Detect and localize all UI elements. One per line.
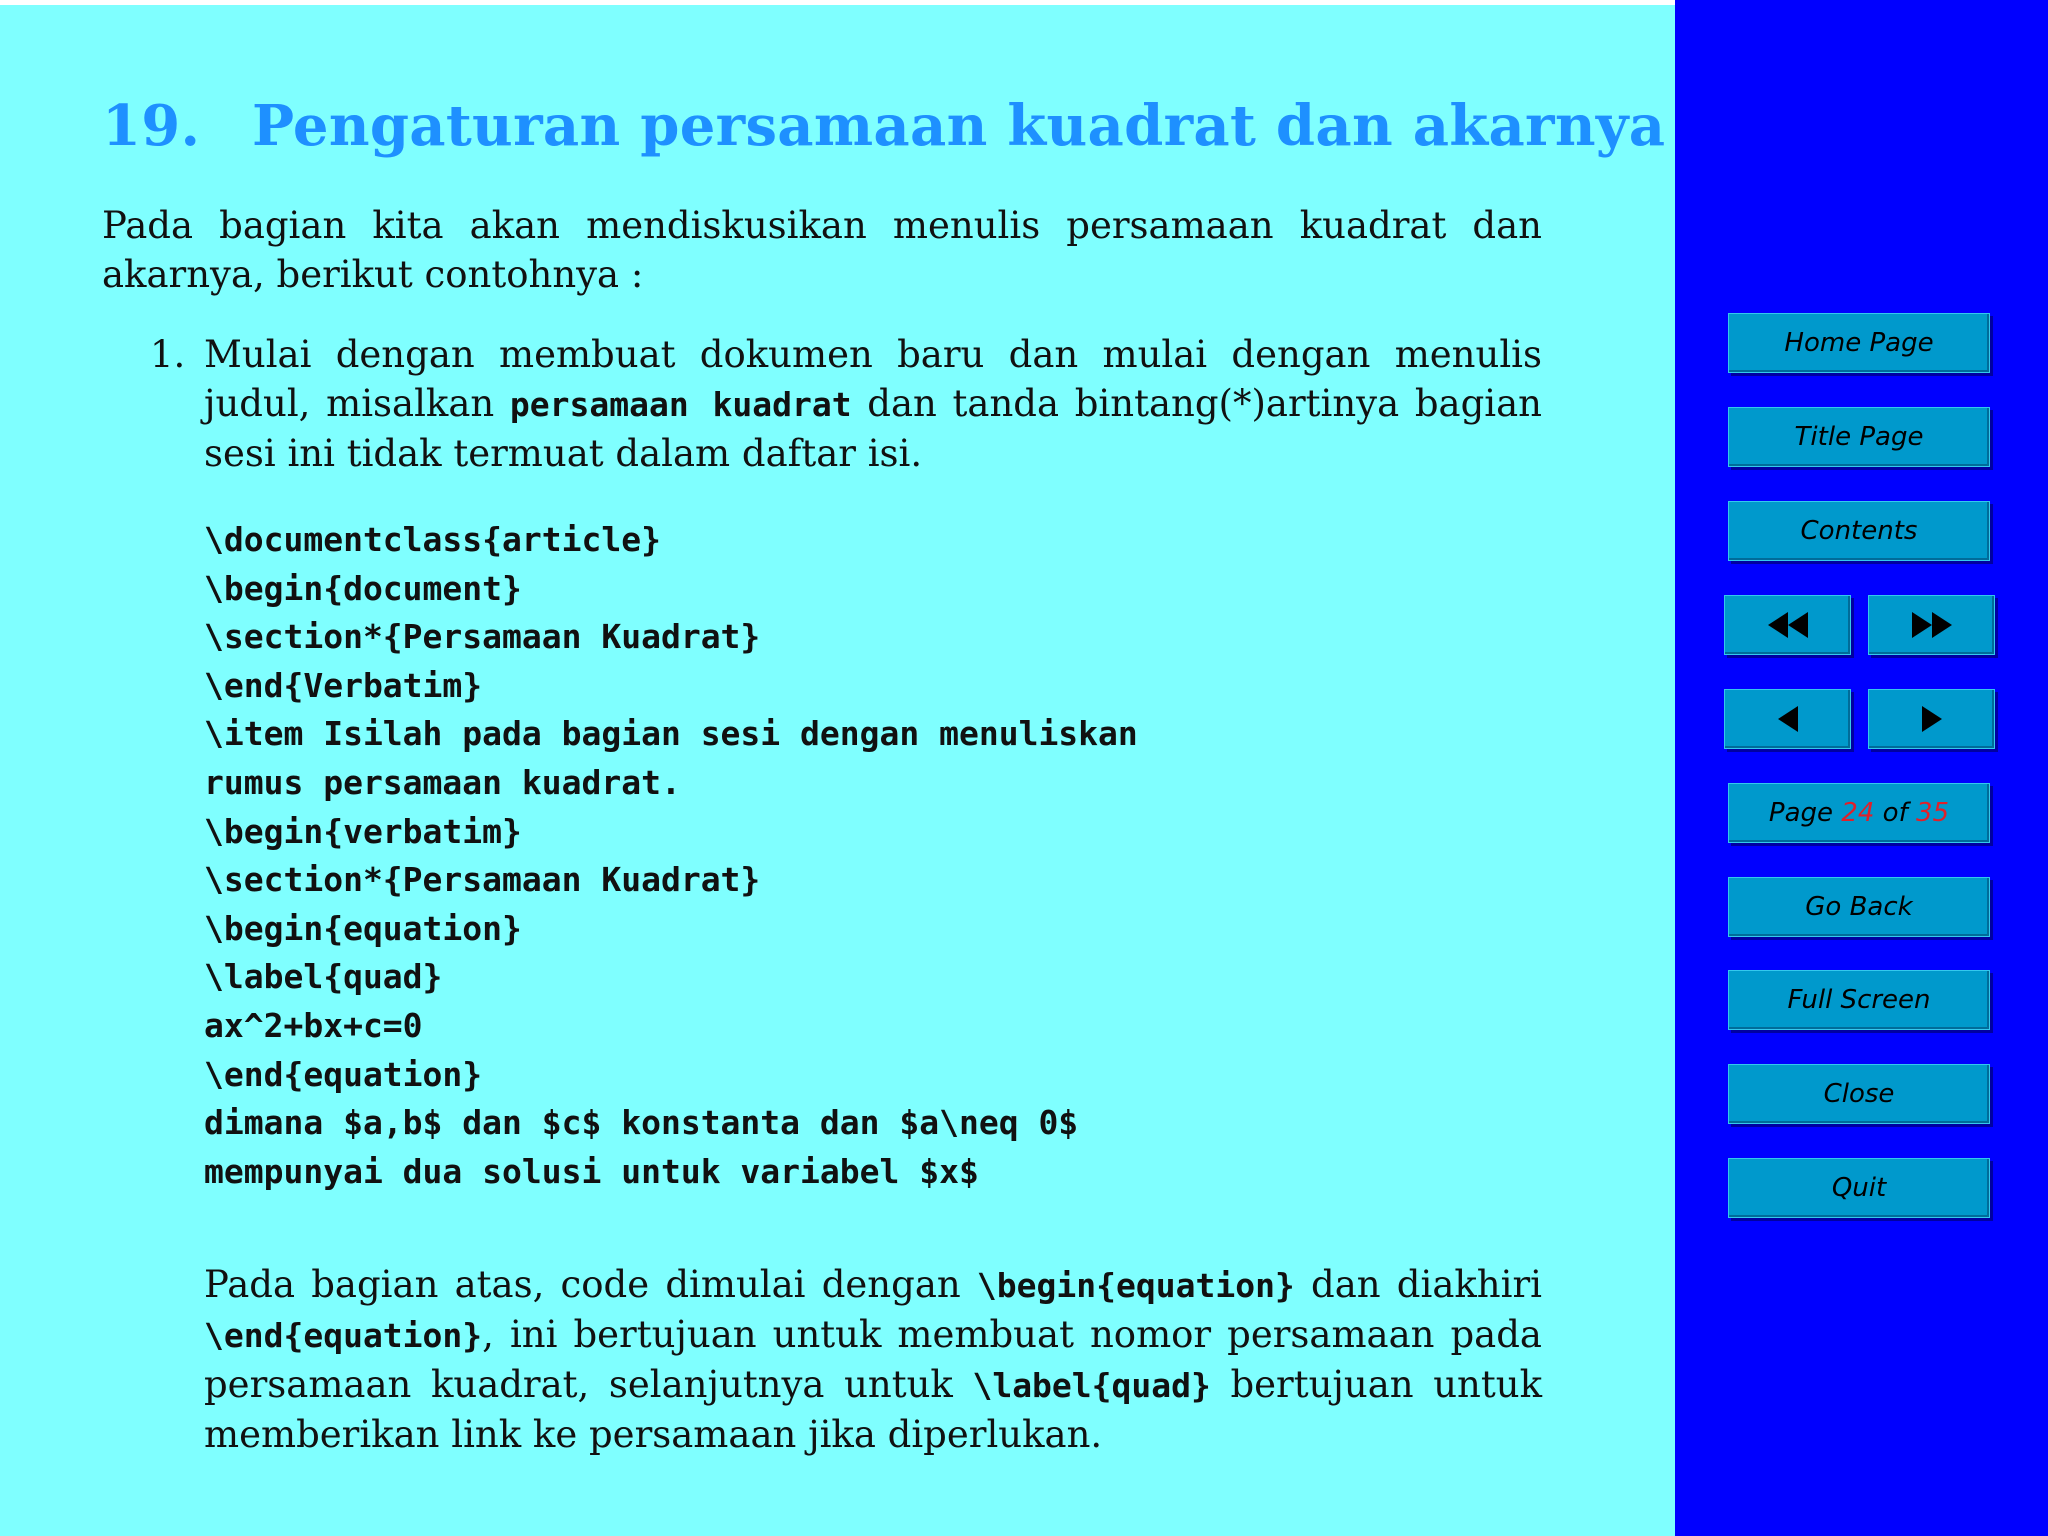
- code-line: ax^2+bx+c=0: [204, 1005, 423, 1045]
- full-screen-button[interactable]: Full Screen: [1728, 970, 1990, 1030]
- code-line: \item Isilah pada bagian sesi dengan menuliskan: [204, 714, 1138, 754]
- code-line: rumus persamaan kuadrat.: [204, 762, 681, 802]
- code-line: \section*{Persamaan Kuadrat}: [204, 860, 761, 900]
- item-inline-code: persamaan kuadrat: [509, 385, 852, 424]
- code-line: dimana $a,b$ dan $c$ konstanta dan $a\neq 0$: [204, 1103, 1079, 1143]
- section-title: Pengaturan persamaan kuadrat dan akarnya: [252, 93, 1666, 159]
- item-text-after: dan tanda bintang(*)artinya bagian sesi ini tidak termuat dalam daftar isi.: [204, 382, 1542, 475]
- page-label: Page: [1768, 798, 1834, 828]
- first-page-button[interactable]: [1724, 595, 1851, 655]
- double-right-arrow-icon: [1912, 612, 1952, 638]
- go-back-button[interactable]: Go Back: [1728, 877, 1990, 937]
- double-left-arrow-icon: [1768, 612, 1808, 638]
- contents-button[interactable]: Contents: [1728, 501, 1990, 561]
- code-line: \end{equation}: [204, 1054, 483, 1094]
- inline-code-begin-equation: \begin{equation}: [976, 1266, 1295, 1305]
- quit-button[interactable]: Quit: [1728, 1158, 1990, 1218]
- title-page-button[interactable]: Title Page: [1728, 407, 1990, 467]
- section-heading: [102, 93, 1665, 159]
- para-text: , ini bertujuan untuk membuat nomor persamaan pada persamaan kuadrat, selanjutnya untuk: [204, 1313, 1542, 1406]
- page-indicator: [1728, 783, 1990, 843]
- para-text: dan diakhiri: [1294, 1263, 1542, 1306]
- code-line: \section*{Persamaan Kuadrat}: [204, 617, 761, 657]
- home-page-button[interactable]: Home Page: [1728, 313, 1990, 373]
- code-line: \begin{document}: [204, 568, 522, 608]
- main-panel: [0, 5, 1675, 1536]
- next-page-button[interactable]: [1868, 689, 1995, 749]
- code-line: \documentclass{article}: [204, 520, 661, 559]
- code-line: \begin{equation}: [204, 908, 522, 948]
- previous-page-button[interactable]: [1724, 689, 1851, 749]
- para-text: bertujuan untuk memberikan link ke persamaan jika diperlukan.: [204, 1363, 1542, 1456]
- close-button[interactable]: Close: [1728, 1064, 1990, 1124]
- list-item-text: [204, 330, 1542, 478]
- list-item-number: 1.: [150, 333, 186, 376]
- current-page-number: 24: [1841, 798, 1875, 828]
- code-line: \label{quad}: [204, 957, 443, 997]
- inline-code-label: \label{quad}: [972, 1366, 1211, 1405]
- intro-paragraph: Pada bagian kita akan mendiskusikan menulis persamaan kuadrat dan akarnya, berikut contohnya :: [102, 204, 1542, 296]
- total-pages-number: 35: [1915, 798, 1950, 828]
- inline-code-end-equation: \end{equation}: [204, 1316, 483, 1355]
- navigation-sidebar: [1675, 0, 2048, 1536]
- right-arrow-icon: [1922, 706, 1942, 732]
- code-line: \begin{verbatim}: [204, 811, 522, 851]
- last-page-button[interactable]: [1868, 595, 1995, 655]
- explanation-paragraph: [204, 1260, 1542, 1459]
- code-line: \end{Verbatim}: [204, 665, 483, 705]
- code-block: [204, 516, 1138, 1196]
- item-text-before: Mulai dengan membuat dokumen baru dan mulai dengan menulis judul, misalkan: [204, 333, 1542, 425]
- page-of-label: of: [1882, 798, 1908, 828]
- para-text: Pada bagian atas, code dimulai dengan: [204, 1263, 977, 1306]
- left-arrow-icon: [1778, 706, 1798, 732]
- section-number: 19.: [102, 93, 201, 159]
- code-line: mempunyai dua solusi untuk variabel $x$: [204, 1151, 979, 1191]
